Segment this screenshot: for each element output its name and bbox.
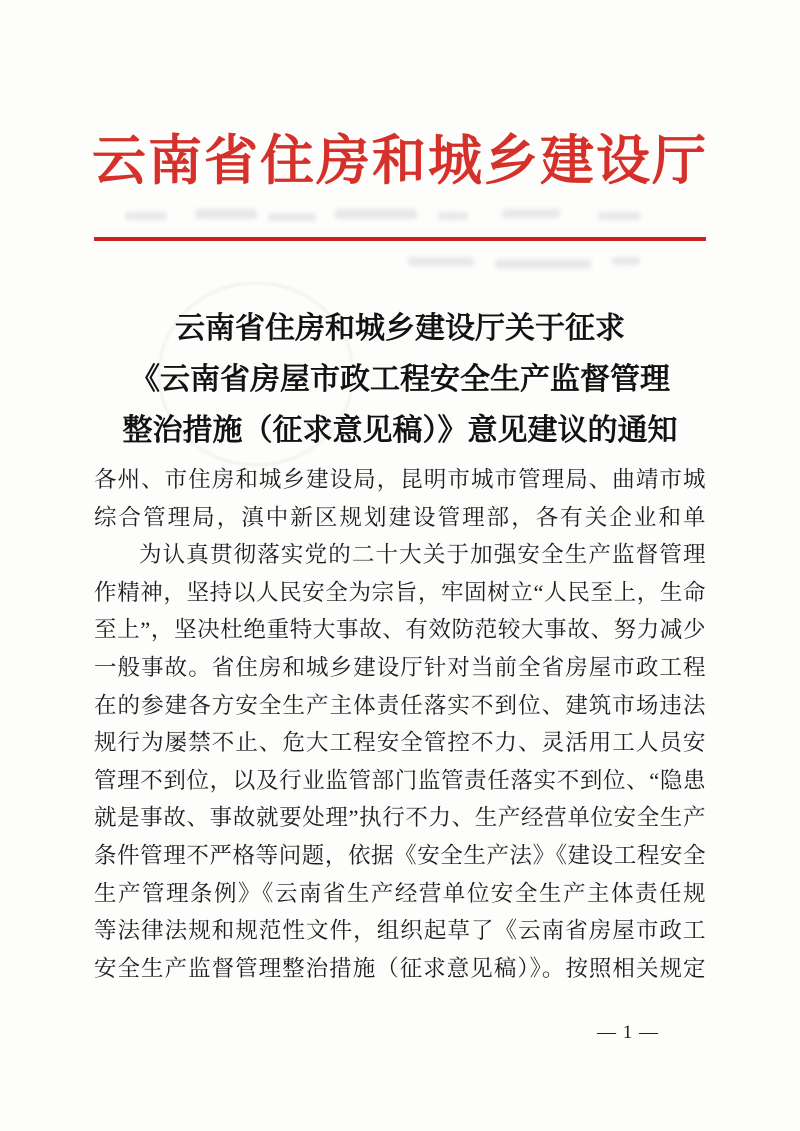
letterhead-rule [94, 237, 706, 241]
body-line: 等法律法规和规范性文件，组织起草了《云南省房屋市政工 [94, 918, 706, 944]
document-title [0, 303, 800, 456]
scan-artifact [125, 212, 167, 220]
body-line: 就是事故、事故就要处理”执行不力、生产经营单位安全生产 [94, 805, 706, 831]
title-line: 云南省住房和城乡建设厅关于征求 [175, 312, 625, 345]
body-line: 为认真贯彻落实党的二十大关于加强安全生产监督管理 [139, 542, 706, 568]
scan-artifact [268, 213, 316, 221]
scan-artifact [335, 209, 417, 219]
scan-artifact [612, 257, 640, 265]
body-line: 规行为屡禁不止、危大工程安全管控不力、灵活用工人员安 [94, 730, 706, 756]
page-number: — 1 — [597, 1022, 659, 1043]
scan-artifact [598, 212, 640, 220]
scan-artifact [408, 257, 474, 266]
body-line: 至上”，坚决杜绝重特大事故、有效防范较大事故、努力减少 [94, 617, 706, 643]
scan-artifact [502, 209, 560, 218]
document-body [94, 461, 706, 987]
agency-letterhead: 云南省住房和城乡建设厅 [92, 131, 708, 191]
scan-artifact [195, 209, 257, 219]
body-line: 一般事故。省住房和城乡建设厅针对当前全省房屋市政工程 [94, 654, 706, 680]
body-line: 综合管理局，滇中新区规划建设管理部，各有关企业和单 [94, 504, 706, 530]
scan-artifact [438, 212, 468, 220]
title-line: 整治措施（征求意见稿）》意见建议的通知 [122, 414, 678, 447]
body-line: 在的参建各方安全生产主体责任落实不到位、建筑市场违法 [94, 692, 706, 718]
body-line: 安全生产监督管理整治措施（征求意见稿）》。按照相关规定 [94, 955, 706, 981]
body-line: 生产管理条例》《云南省生产经营单位安全生产主体责任规 [94, 880, 706, 906]
body-line: 各州、市住房和城乡建设局，昆明市城市管理局、曲靖市城 [94, 467, 706, 492]
scan-artifact [495, 259, 591, 269]
body-line: 作精神，坚持以人民安全为宗旨，牢固树立“人民至上，生命 [94, 579, 706, 605]
title-line: 《云南省房屋市政工程安全生产监督管理 [130, 363, 670, 396]
body-line: 条件管理不严格等问题，依据《安全生产法》《建设工程安全 [94, 842, 706, 868]
body-line: 管理不到位，以及行业监管部门监管责任落实不到位、“隐患 [94, 767, 706, 793]
